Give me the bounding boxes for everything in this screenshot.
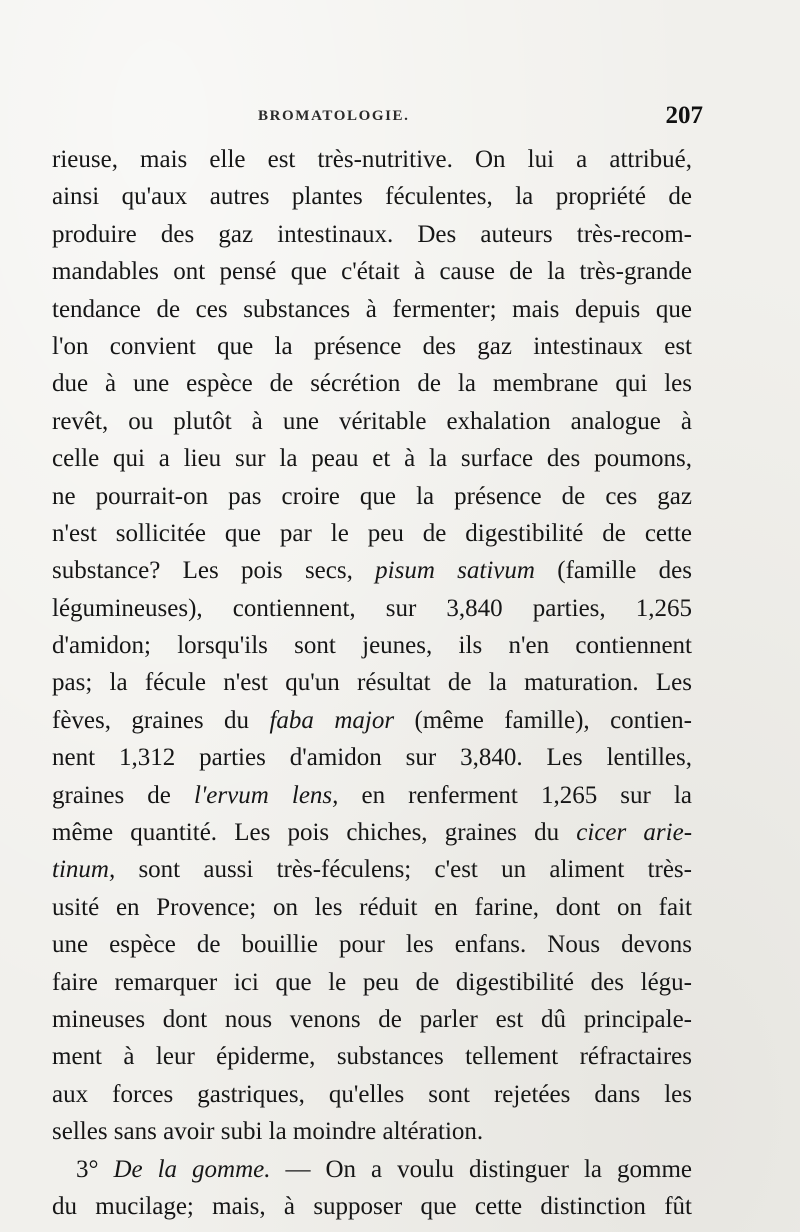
text-line: aux forces gastriques, qu'elles sont rejetées dans les bbox=[52, 1080, 692, 1108]
text-segment: (famille des bbox=[534, 557, 692, 585]
italic-term: tinum, bbox=[52, 856, 116, 884]
text-line bbox=[52, 552, 692, 589]
text-segment: fèves, graines du bbox=[52, 706, 250, 734]
text-line: ment à leur épiderme, substances tellement réfractaires bbox=[52, 1043, 692, 1071]
section-heading: De la gomme. bbox=[113, 1155, 271, 1183]
text-segment: substance? Les pois secs, bbox=[52, 557, 353, 585]
text-line bbox=[52, 1151, 692, 1188]
text-line: légumineuses), contiennent, sur 3,840 parties, 1,265 bbox=[52, 594, 692, 622]
text-line: d'amidon; lorsqu'ils sont jeunes, ils n'en contiennent bbox=[52, 632, 692, 660]
text-line: rieuse, mais elle est très-nutritive. On lui a attribué, bbox=[52, 146, 692, 173]
text-line: tendance de ces substances à fermenter; mais depuis que bbox=[52, 295, 692, 323]
text-line bbox=[52, 777, 692, 814]
text-segment: en renferment 1,265 sur la bbox=[338, 781, 692, 809]
running-title: BROMATOLOGIE. bbox=[258, 108, 410, 124]
italic-term: l'ervum lens, bbox=[194, 781, 339, 809]
text-segment: — On a voulu distinguer la gomme bbox=[270, 1155, 692, 1183]
text-line: l'on convient que la présence des gaz intestinaux est bbox=[52, 332, 692, 360]
text-line: faire remarquer ici que le peu de digestibilité des légu- bbox=[52, 968, 692, 996]
text-line: une espèce de bouillie pour les enfans. Nous devons bbox=[52, 931, 692, 959]
text-line: du mucilage; mais, à supposer que cette distinction fût bbox=[52, 1192, 692, 1220]
text-line: n'est sollicitée que par le peu de digestibilité de cette bbox=[52, 519, 692, 547]
page-header bbox=[258, 102, 703, 138]
text-line: due à une espèce de sécrétion de la membrane qui les bbox=[52, 370, 692, 398]
text-line: mandables ont pensé que c'était à cause de la très-grande bbox=[52, 258, 692, 286]
text-segment: même quantité. Les pois chiches, graines du bbox=[52, 819, 560, 847]
text-line: ne pourrait-on pas croire que la présence de ces gaz bbox=[52, 482, 692, 510]
text-line: mineuses dont nous venons de parler est dû principale- bbox=[52, 1005, 692, 1033]
text-segment: (même famille), contien- bbox=[394, 706, 692, 734]
italic-term: faba major bbox=[269, 706, 395, 734]
text-line bbox=[52, 851, 692, 888]
italic-term: pisum sativum bbox=[375, 557, 535, 585]
text-line: celle qui a lieu sur la peau et à la surface des poumons, bbox=[52, 445, 692, 473]
text-line: nent 1,312 parties d'amidon sur 3,840. Les lentilles, bbox=[52, 744, 692, 772]
text-line: usité en Provence; on les réduit en farine, dont on fait bbox=[52, 893, 692, 921]
italic-term: cicer arie- bbox=[576, 819, 693, 847]
page-number: 207 bbox=[665, 102, 703, 129]
text-segment: sont aussi très-féculens; c'est un aliment très- bbox=[115, 856, 692, 884]
text-line: revêt, ou plutôt à une véritable exhalation analogue à bbox=[52, 407, 692, 435]
body-text bbox=[52, 141, 692, 1225]
text-line bbox=[52, 702, 692, 739]
text-line: produire des gaz intestinaux. Des auteurs très-recom- bbox=[52, 220, 692, 248]
text-segment: graines de bbox=[52, 781, 171, 809]
text-line: ainsi qu'aux autres plantes féculentes, la propriété de bbox=[52, 183, 692, 211]
text-line: pas; la fécule n'est qu'un résultat de la maturation. Les bbox=[52, 669, 692, 697]
text-line bbox=[52, 814, 692, 851]
text-line: selles sans avoir subi la moindre altération. bbox=[52, 1118, 484, 1146]
section-number: 3° bbox=[76, 1155, 114, 1183]
